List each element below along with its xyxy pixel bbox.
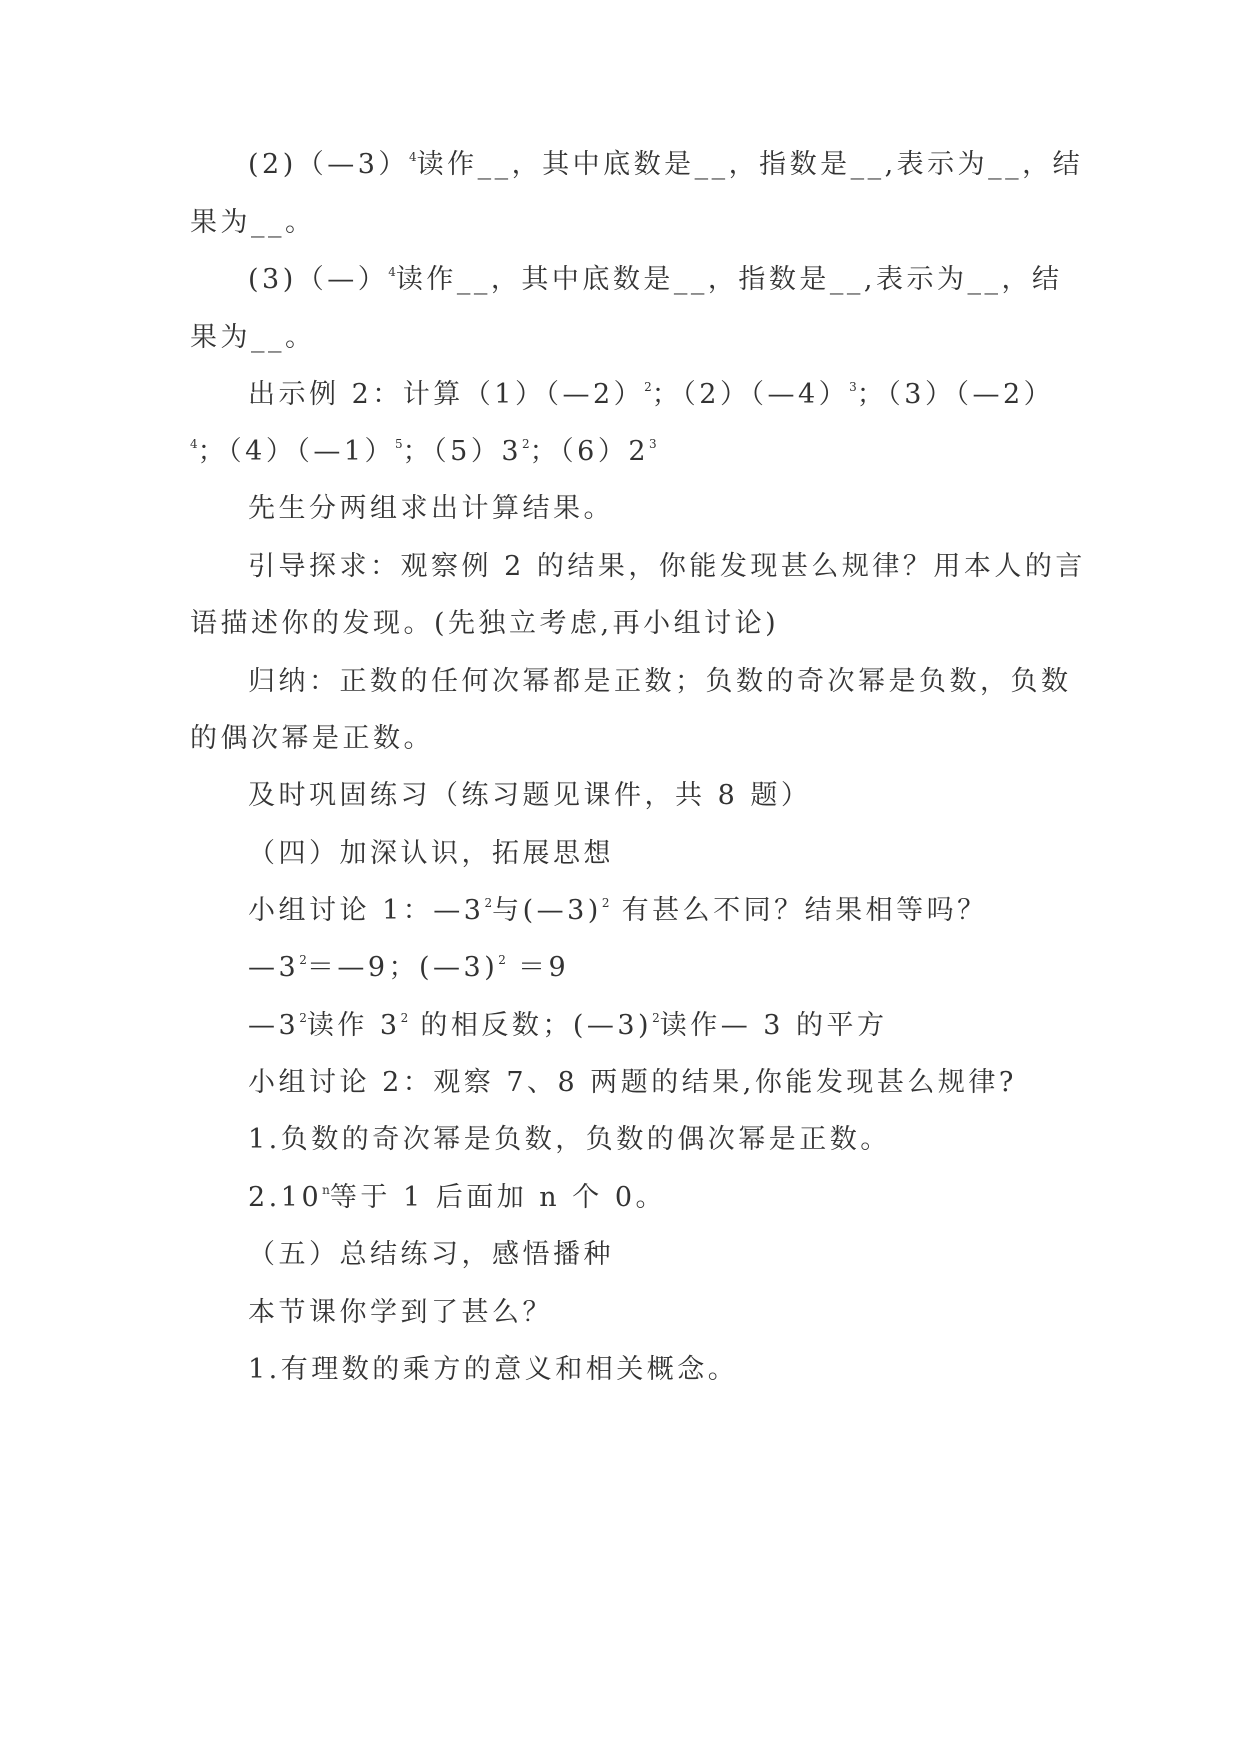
exponent: 2 [601, 896, 610, 910]
text-run: ；（3）（—2） [856, 379, 1055, 410]
text-run: (3)（—） [248, 264, 389, 295]
exponent: 2 [400, 1011, 409, 1025]
exponent: 4 [190, 437, 198, 451]
section-5-heading [248, 1237, 614, 1273]
text-run: 小组讨论 1：—3 [248, 895, 485, 926]
text-run: 1.有理数的乘方的意义和相关概念。 [248, 1354, 739, 1385]
example-2-line-1 [248, 377, 1054, 413]
exponent: 2 [522, 437, 530, 451]
practice-line [248, 778, 811, 814]
text-run: 归纳：正数的任何次幂都是正数；负数的奇次幂是负数，负数 [248, 666, 1072, 697]
text-run: (2)（—3） [248, 149, 409, 180]
section-4-heading [248, 836, 614, 872]
text-run: 读作 3 [306, 1010, 401, 1041]
exponent: 2 [299, 1011, 307, 1025]
text-run: 2.10 [248, 1182, 323, 1213]
text-run: 引导探求：观察例 2 的结果，你能发现甚么规律？用本人的言 [248, 551, 1086, 582]
text-run: ；（4）（—1） [197, 436, 395, 467]
review-question [248, 1295, 553, 1331]
question-3-line-1 [248, 262, 1062, 298]
text-run: ＝—9；(—3) [306, 952, 499, 983]
example-2-line-2 [190, 434, 657, 470]
text-run: ；（6）2 [529, 436, 649, 467]
group-discussion-1 [248, 893, 988, 929]
exponent: 3 [649, 437, 657, 451]
text-run: 读作— 3 的平方 [659, 1010, 888, 1041]
equation-line [248, 950, 569, 986]
text-run: ；（5）3 [402, 436, 522, 467]
finding-1 [248, 1122, 891, 1158]
text-run: 果为__。 [190, 207, 316, 238]
exponent: 4 [408, 150, 417, 164]
group-discussion-2 [248, 1065, 1017, 1101]
review-point-1 [248, 1352, 738, 1388]
guided-inquiry-line-1 [248, 549, 1086, 585]
exponent: 2 [644, 380, 652, 394]
text-run: 果为__。 [190, 322, 316, 353]
text-run: 等于 1 后面加 n 个 0。 [329, 1182, 667, 1213]
text-run: 与(—3) [492, 895, 602, 926]
exponent: 4 [388, 265, 396, 279]
text-run: 本节课你学到了甚么？ [248, 1297, 553, 1328]
exponent: 2 [652, 1011, 660, 1025]
exponent: 2 [299, 953, 307, 967]
text-run: 的偶次幂是正数。 [190, 723, 434, 754]
text-run: 出示例 2：计算（1）（—2） [248, 379, 645, 410]
exponent: 2 [484, 896, 493, 910]
text-run: ；（2）（—4） [651, 379, 850, 410]
text-run: （五）总结练习，感悟播种 [248, 1239, 614, 1270]
exponent: n [322, 1183, 330, 1197]
text-run: 读作__，其中底数是__，指数是__,表示为__，结 [395, 264, 1063, 295]
question-2-line-2 [190, 205, 316, 241]
summary-rule-line-1 [248, 664, 1072, 700]
text-run: —3 [248, 1010, 300, 1041]
text-run: 有甚么不同？结果相等吗？ [609, 895, 988, 926]
text-run: ＝9 [505, 952, 570, 983]
text-run: 先生分两组求出计算结果。 [248, 493, 614, 524]
finding-2 [248, 1180, 666, 1216]
text-run: —3 [248, 952, 300, 983]
exponent: 2 [498, 953, 506, 967]
guided-inquiry-line-2 [190, 606, 779, 642]
summary-rule-line-2 [190, 721, 434, 757]
group-calculation-line [248, 491, 614, 527]
text-run: 及时巩固练习（练习题见课件，共 8 题） [248, 780, 812, 811]
text-run: （四）加深认识，拓展思想 [248, 838, 614, 869]
text-run: 语描述你的发现。(先独立考虑,再小组讨论) [190, 608, 780, 639]
text-run: 的相反数；(—3) [408, 1010, 653, 1041]
exponent: 5 [395, 437, 403, 451]
text-run: 1.负数的奇次幂是负数，负数的偶次幂是正数。 [248, 1124, 891, 1155]
question-2-line-1 [248, 147, 1083, 183]
exponent: 3 [849, 380, 857, 394]
text-run: 读作__，其中底数是__，指数是__,表示为__，结 [416, 149, 1084, 180]
text-run: 小组讨论 2：观察 7、8 两题的结果,你能发现甚么规律? [248, 1067, 1017, 1098]
reading-line [248, 1008, 888, 1044]
question-3-line-2 [190, 320, 316, 356]
